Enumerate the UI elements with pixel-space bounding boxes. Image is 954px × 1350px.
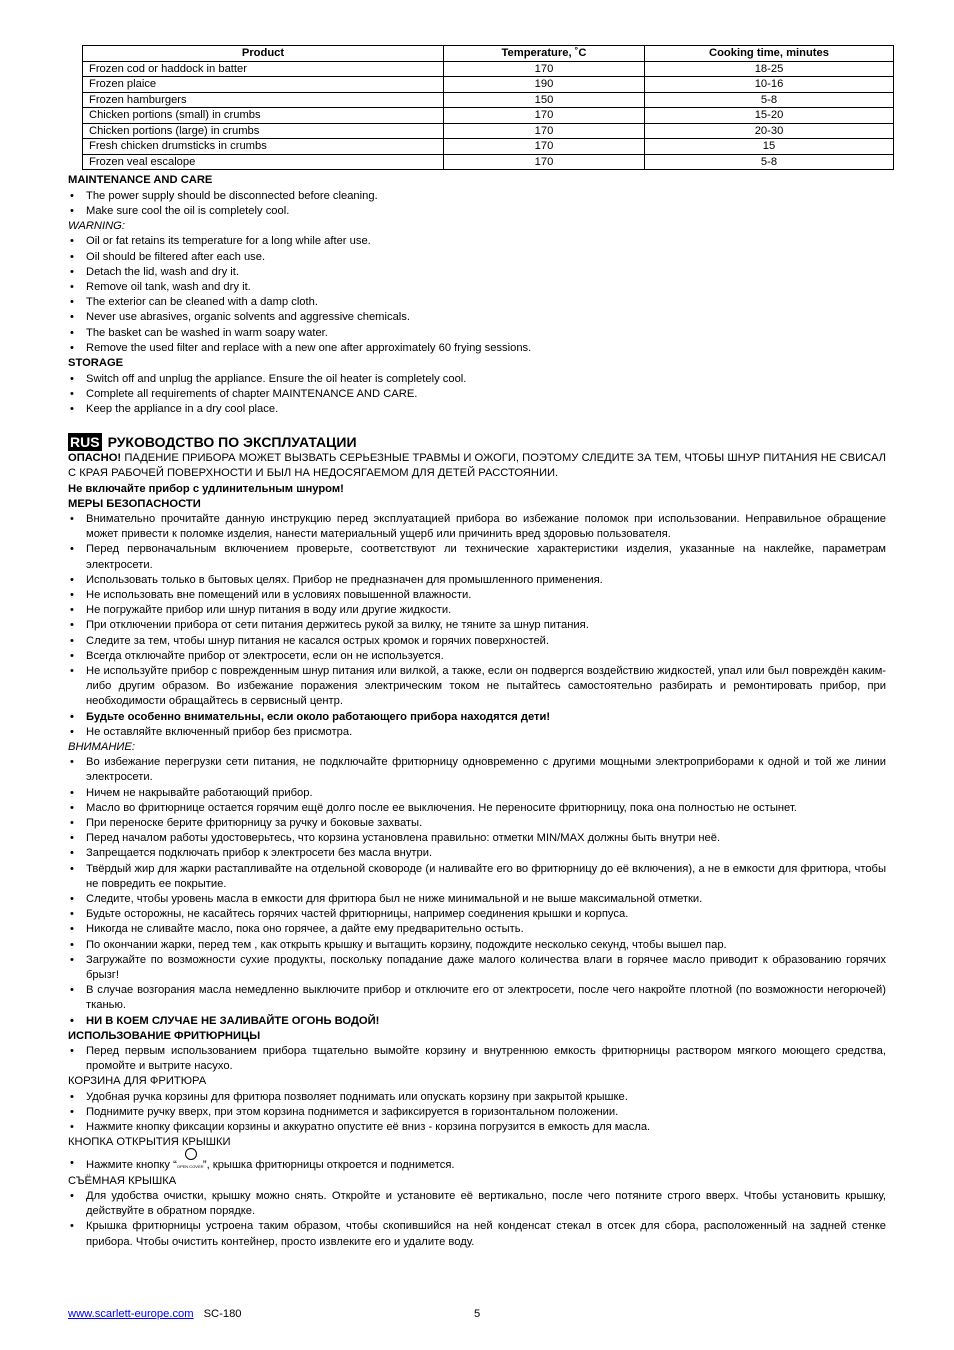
table-cell: 20-30 bbox=[645, 123, 894, 139]
list-item: • Следите за тем, чтобы шнур питания не касался острых кромок и горячих поверхностей. bbox=[68, 634, 886, 649]
table-cell: 170 bbox=[444, 108, 645, 124]
list-item: • Не оставляйте включенный прибор без присмотра. bbox=[68, 725, 886, 740]
list-item: • Oil should be filtered after each use. bbox=[68, 250, 886, 265]
maintenance-heading: MAINTENANCE AND CARE bbox=[68, 174, 213, 186]
list-item: • Keep the appliance in a dry cool place. bbox=[68, 402, 886, 417]
list-item: • Для удобства очистки, крышку можно снять. Откройте и установите её вертикально, после чего потяните строго вверх. Чтобы установить крышку, действуйте в обратном порядке. bbox=[68, 1189, 886, 1219]
language-badge: RUS bbox=[70, 434, 100, 451]
table-cell: 5-8 bbox=[645, 92, 894, 108]
warning-list bbox=[68, 234, 886, 356]
cooking-table bbox=[82, 45, 894, 170]
list-item: • Удобная ручка корзины для фритюра позволяет поднимать или опускать корзину при закрытой крышке. bbox=[68, 1090, 886, 1105]
storage-heading: STORAGE bbox=[68, 357, 124, 370]
attention-list bbox=[68, 755, 886, 1029]
table-cell: 5-8 bbox=[645, 154, 894, 170]
list-item: • Нажмите кнопку фиксации корзины и аккуратно опустите её вниз - корзина погрузится в емкость для масла. bbox=[68, 1120, 886, 1135]
list-item: • Не использовать вне помещений или в условиях повышенной влажности. bbox=[68, 588, 886, 603]
rus-title-text: РУКОВОДСТВО ПО ЭКСПЛУАТАЦИИ bbox=[107, 434, 357, 451]
warning-label: WARNING: bbox=[68, 219, 125, 232]
open-cover-icon-label: OPEN COVER bbox=[176, 1164, 204, 1170]
lid-list bbox=[68, 1189, 886, 1250]
list-item: • Всегда отключайте прибор от электросети, если он не используется. bbox=[68, 649, 886, 664]
list-item: • Запрещается подключать прибор к электросети без масла внутри. bbox=[68, 846, 886, 861]
table-cell: 150 bbox=[444, 92, 645, 108]
danger-label: ОПАСНО! bbox=[68, 452, 122, 465]
usage-heading: ИСПОЛЬЗОВАНИЕ ФРИТЮРНИЦЫ bbox=[68, 1029, 261, 1042]
table-cell: 170 bbox=[444, 154, 645, 170]
table-row bbox=[83, 77, 894, 93]
table-cell: Chicken portions (small) in crumbs bbox=[83, 108, 444, 124]
list-item: • Загружайте по возможности сухие продукты, поскольку попадание даже малого количества влаги в горячее масло приводит к образованию горячих брызг! bbox=[68, 953, 886, 983]
list-item: • The basket can be washed in warm soapy water. bbox=[68, 326, 886, 341]
table-cell: 170 bbox=[444, 139, 645, 155]
open-button-heading: КНОПКА ОТКРЫТИЯ КРЫШКИ bbox=[68, 1136, 231, 1149]
table-cell: Frozen veal escalope bbox=[83, 154, 444, 170]
maintenance-list bbox=[68, 189, 886, 219]
list-item: • Make sure cool the oil is completely cool. bbox=[68, 204, 886, 219]
attention-label: ВНИМАНИЕ: bbox=[68, 741, 135, 753]
usage-list bbox=[68, 1044, 886, 1074]
list-item: • Крышка фритюрницы устроена таким образом, чтобы скопившийся на ней конденсат стекал в отсек для сбора, расположенный на задней стенке прибора. Чтобы очистить контейнер, просто извлеките его и удалите воду. bbox=[68, 1219, 886, 1249]
open-button-text-before: Нажмите кнопку “ bbox=[86, 1159, 177, 1172]
table-row bbox=[83, 123, 894, 139]
table-cell: 170 bbox=[444, 123, 645, 139]
list-item: • The power supply should be disconnected before cleaning. bbox=[68, 189, 886, 204]
table-cell: Frozen plaice bbox=[83, 77, 444, 93]
list-item: • Следите, чтобы уровень масла в емкости для фритюра был не ниже минимальной и не выше максимальной отметки. bbox=[68, 892, 886, 907]
website-link[interactable]: www.scarlett-europe.com bbox=[68, 1308, 194, 1320]
open-button-text-after: ”, крышка фритюрницы откроется и поднимется. bbox=[202, 1159, 455, 1172]
open-cover-icon bbox=[177, 1156, 203, 1170]
list-item: • Поднимите ручку вверх, при этом корзина поднимется и зафиксируется в горизонтальном положении. bbox=[68, 1105, 886, 1120]
table-cell: Frozen cod or haddock in batter bbox=[83, 61, 444, 77]
list-item: • Перед началом работы удостоверьтесь, что корзина установлена правильно: отметки MIN/MAX должны быть внутри неё. bbox=[68, 831, 886, 846]
table-cell: 15 bbox=[645, 139, 894, 155]
basket-heading: КОРЗИНА ДЛЯ ФРИТЮРА bbox=[68, 1075, 207, 1088]
list-item: • Использовать только в бытовых целях. Прибор не предназначен для промышленного применения. bbox=[68, 573, 886, 588]
list-item: • Ничем не накрывайте работающий прибор. bbox=[68, 786, 886, 801]
list-item bbox=[68, 1156, 886, 1173]
list-item: • По окончании жарки, перед тем , как открыть крышку и вытащить корзину, подождите несколько секунд, чтобы вышел пар. bbox=[68, 938, 886, 953]
list-item: • При отключении прибора от сети питания держитесь рукой за вилку, не тяните за шнур питания. bbox=[68, 618, 886, 633]
list-item: • The exterior can be cleaned with a damp cloth. bbox=[68, 295, 886, 310]
list-item: • Oil or fat retains its temperature for a long while after use. bbox=[68, 234, 886, 249]
table-cell: 170 bbox=[444, 61, 645, 77]
table-cell: 15-20 bbox=[645, 108, 894, 124]
list-item: • Будьте осторожны, не касайтесь горячих частей фритюрницы, например соединения крышки и корпуса. bbox=[68, 907, 886, 922]
safety-list bbox=[68, 512, 886, 740]
table-cell: 190 bbox=[444, 77, 645, 93]
safety-heading: МЕРЫ БЕЗОПАСНОСТИ bbox=[68, 497, 201, 510]
list-item: • Switch off and unplug the appliance. Ensure the oil heater is completely cool. bbox=[68, 372, 886, 387]
danger-paragraph bbox=[68, 451, 886, 481]
danger-text: ПАДЕНИЕ ПРИБОРА МОЖЕТ ВЫЗВАТЬ СЕРЬЕЗНЫЕ ТРАВМЫ И ОЖОГИ, ПОЭТОМУ СЛЕДИТЕ ЗА ТЕМ, ЧТОБЫ ШНУР ПИТАНИЯ НЕ СВИСАЛ С КРАЯ РАБОЧЕЙ ПОВЕРХНОСТИ И БЫЛ НА НЕДОСЯГАЕМОМ ДЛЯ ДЕТЕЙ РАССТОЯНИИ. bbox=[68, 452, 886, 480]
list-item: • Будьте особенно внимательны, если около работающего прибора находятся дети! bbox=[68, 710, 886, 725]
table-row bbox=[83, 139, 894, 155]
open-button-list bbox=[68, 1156, 886, 1173]
table-row bbox=[83, 154, 894, 170]
table-row bbox=[83, 92, 894, 108]
list-item: • Перед первоначальным включением проверьте, соответствуют ли технические характеристики изделия, указанные на наклейке, параметрам электросети. bbox=[68, 542, 886, 572]
list-item: • Complete all requirements of chapter MAINTENANCE AND CARE. bbox=[68, 387, 886, 402]
list-item: • Во избежание перегрузки сети питания, не подключайте фритюрницу одновременно с другими мощными электроприборами к одной и той же линии электросети. bbox=[68, 755, 886, 785]
table-row bbox=[83, 108, 894, 124]
table-cell: Fresh chicken drumsticks in crumbs bbox=[83, 139, 444, 155]
model-number: SC-180 bbox=[203, 1308, 242, 1320]
table-cell: Frozen hamburgers bbox=[83, 92, 444, 108]
column-header: Cooking time, minutes bbox=[645, 46, 894, 62]
basket-list bbox=[68, 1090, 886, 1136]
list-item: • Detach the lid, wash and dry it. bbox=[68, 265, 886, 280]
list-item: • Never use abrasives, organic solvents and aggressive chemicals. bbox=[68, 310, 886, 325]
list-item: • Remove the used filter and replace with a new one after approximately 60 frying sessions. bbox=[68, 341, 886, 356]
list-item: • Не используйте прибор с поврежденным шнур питания или вилкой, а также, если он подвергся воздействию жидкостей, упал или был повреждён каким-либо другим образом. Во избежание поражения электрическим током не пытайтесь самостоятельно разбирать и ремонтировать прибор, при необходимости обращайтесь в сервисный центр. bbox=[68, 664, 886, 710]
column-header: Temperature, ˚C bbox=[444, 46, 645, 62]
list-item: • НИ В КОЕМ СЛУЧАЕ НЕ ЗАЛИВАЙТЕ ОГОНЬ ВОДОЙ! bbox=[68, 1014, 886, 1029]
table-row bbox=[83, 61, 894, 77]
rus-section-title bbox=[68, 433, 886, 451]
extension-warning: Не включайте прибор с удлинительным шнуром! bbox=[68, 482, 344, 495]
list-item: • Твёрдый жир для жарки растапливайте на отдельной сковороде (и наливайте его во фритюрницу до её включения), а не в емкости для фритюра, чтобы не повредить ее покрытие. bbox=[68, 862, 886, 892]
list-item: • Не погружайте прибор или шнур питания в воду или другие жидкости. bbox=[68, 603, 886, 618]
list-item: • Масло во фритюрнице остается горячим ещё долго после ее выключения. Не переносите фритюрницу, пока она полностью не остынет. bbox=[68, 801, 886, 816]
list-item: • Никогда не сливайте масло, пока оно горячее, а дайте ему предварительно остыть. bbox=[68, 922, 886, 937]
list-item: • Remove oil tank, wash and dry it. bbox=[68, 280, 886, 295]
list-item: • Внимательно прочитайте данную инструкцию перед эксплуатацией прибора во избежание поломок при использовании. Неправильное обращение может привести к поломке изделия, нанести материальный ущерб или причинить вред здоровью пользователя. bbox=[68, 512, 886, 542]
page-footer bbox=[68, 1308, 886, 1320]
lid-heading: СЪЁМНАЯ КРЫШКА bbox=[68, 1174, 177, 1187]
page-number: 5 bbox=[474, 1308, 481, 1320]
column-header: Product bbox=[83, 46, 444, 62]
list-item: • При переноске берите фритюрницу за ручку и боковые захваты. bbox=[68, 816, 886, 831]
list-item: • Перед первым использованием прибора тщательно вымойте корзину и внутреннюю емкость фритюрницы раствором мягкого моющего средства, промойте и вытрите насухо. bbox=[68, 1044, 886, 1074]
table-cell: Chicken portions (large) in crumbs bbox=[83, 123, 444, 139]
page-content bbox=[68, 45, 886, 1250]
list-item: • В случае возгорания масла немедленно выключите прибор и отключите его от электросети, после чего накройте плотной (по возможности негорючей) тканью. bbox=[68, 983, 886, 1013]
storage-list bbox=[68, 372, 886, 418]
table-cell: 18-25 bbox=[645, 61, 894, 77]
table-header-row bbox=[83, 46, 894, 62]
table-cell: 10-16 bbox=[645, 77, 894, 93]
